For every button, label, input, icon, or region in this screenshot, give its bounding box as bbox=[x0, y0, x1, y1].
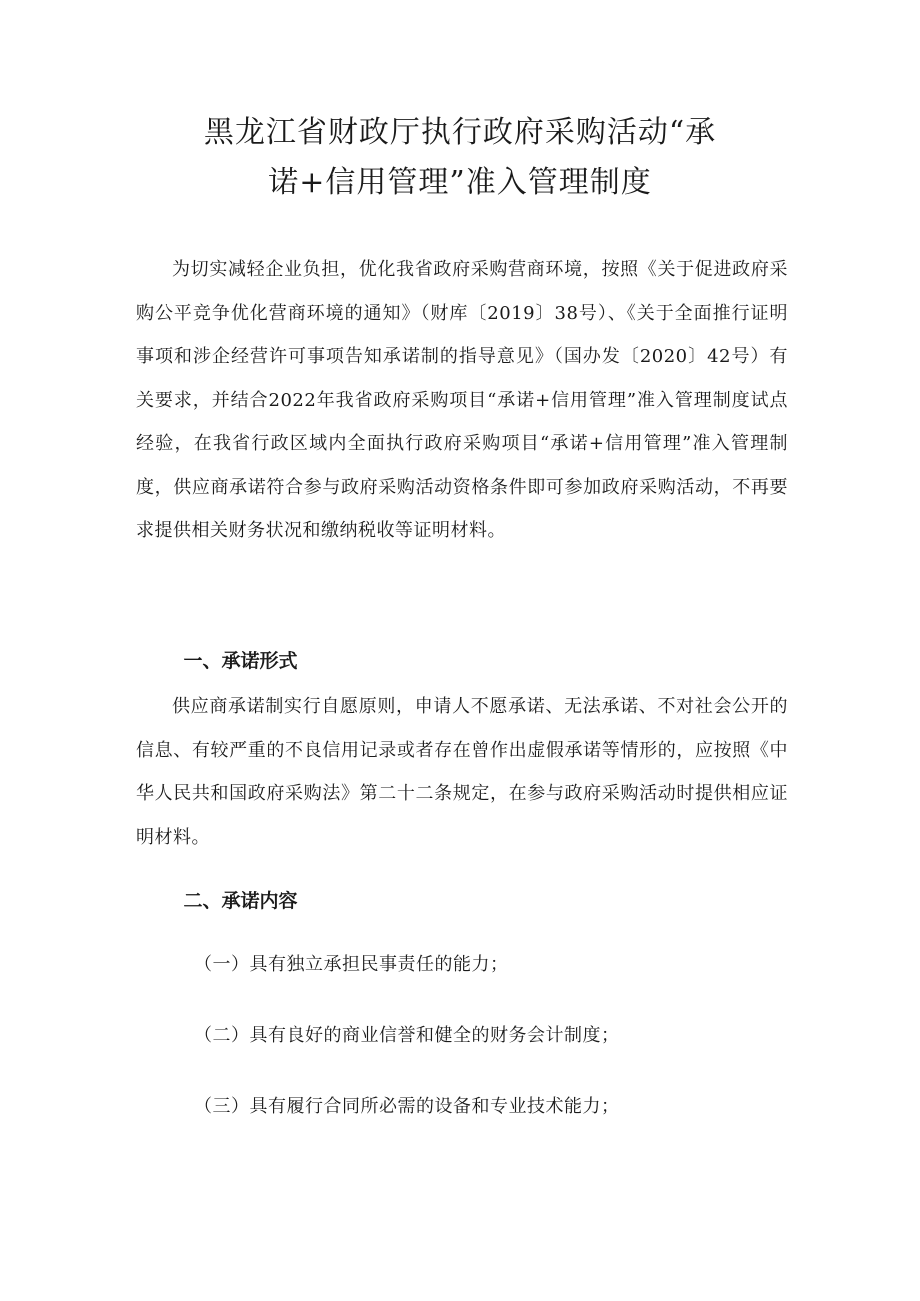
commitment-item-2: （二）具有良好的商业信誉和健全的财务会计制度； bbox=[194, 1025, 620, 1046]
document-title bbox=[120, 108, 800, 208]
section-2-heading: 二、承诺内容 bbox=[183, 890, 298, 912]
section-1-heading: 一、承诺形式 bbox=[183, 650, 298, 672]
commitment-item-3: （三）具有履行合同所必需的设备和专业技术能力； bbox=[194, 1096, 620, 1117]
intro-paragraph: 为切实减轻企业负担，优化我省政府采购营商环境，按照《关于促进政府采购公平竞争优化营商环境的通知》（财库〔2019〕38号）、《关于全面推行证明事项和涉企经营许可事项告知承诺制的指导意见》（国办发〔2020〕42号）有关要求，并结合2022年我省政府采购项目“承诺+信用管理”准入管理制度试点经验，在我省行政区域内全面执行政府采购项目“承诺+信用管理”准入管理制度，供应商承诺符合参与政府采购活动资格条件即可参加政府采购活动，不再要求提供相关财务状况和缴纳税收等证明材料。 bbox=[136, 259, 788, 541]
section-1-paragraph: 供应商承诺制实行自愿原则，申请人不愿承诺、无法承诺、不对社会公开的信息、有较严重的不良信用记录或者存在曾作出虚假承诺等情形的，应按照《中华人民共和国政府采购法》第二十二条规定，在参与政府采购活动时提供相应证明材料。 bbox=[136, 696, 788, 848]
commitment-item-1: （一）具有独立承担民事责任的能力； bbox=[194, 954, 509, 975]
document-title-line-2: 诺+信用管理”准入管理制度 bbox=[268, 165, 652, 200]
document-title-line-1: 黑龙江省财政厅执行政府采购活动“承 bbox=[203, 115, 717, 150]
